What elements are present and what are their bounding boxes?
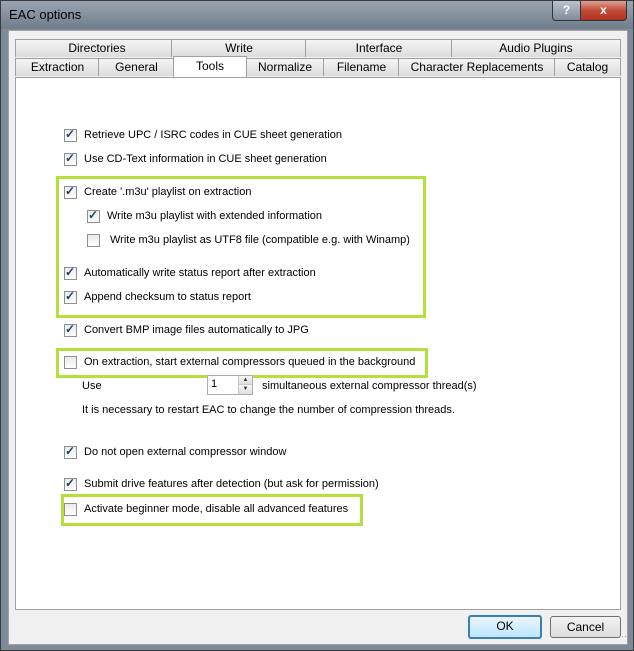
- checkbox[interactable]: [64, 153, 77, 166]
- tab-directories[interactable]: Directories: [15, 39, 179, 57]
- option-label: Use CD-Text information in CUE sheet generation: [84, 153, 327, 165]
- title-bar[interactable]: [1, 1, 633, 29]
- tab-catalog[interactable]: Catalog: [554, 58, 621, 76]
- threads-suffix-label: simultaneous external compressor thread(s): [262, 380, 477, 392]
- spin-up-arrow-icon[interactable]: ▲: [239, 376, 252, 385]
- option-no-compressor-window[interactable]: [64, 444, 286, 460]
- resize-grip-icon[interactable]: ⋯: [618, 631, 625, 641]
- tab-interface[interactable]: Interface: [305, 39, 453, 57]
- option-label: Write m3u playlist as UTF8 file (compatible e.g. with Winamp): [110, 234, 410, 246]
- checkbox[interactable]: [64, 129, 77, 142]
- option-label: Convert BMP image files automatically to JPG: [84, 324, 309, 336]
- ok-button[interactable]: OK: [468, 615, 542, 639]
- tab-normalize[interactable]: Normalize: [245, 58, 325, 76]
- option-m3u-utf8[interactable]: [87, 232, 410, 248]
- checkbox[interactable]: [64, 356, 77, 369]
- threads-spinbox[interactable]: [207, 375, 253, 395]
- threads-restart-note: It is necessary to restart EAC to change the number of compression threads.: [82, 404, 455, 416]
- threads-use-label: Use: [82, 380, 102, 392]
- option-label: Submit drive features after detection (but ask for permission): [84, 478, 379, 490]
- tab-character-replacements[interactable]: Character Replacements: [398, 58, 556, 76]
- close-icon: x: [600, 3, 607, 17]
- option-label: Automatically write status report after extraction: [84, 267, 316, 279]
- option-queue-compressors[interactable]: [64, 354, 415, 370]
- checkbox[interactable]: [87, 210, 100, 223]
- tab-extraction[interactable]: Extraction: [15, 58, 100, 76]
- tab-filename[interactable]: Filename: [323, 58, 400, 76]
- tab-tools[interactable]: Tools: [173, 56, 247, 77]
- close-button[interactable]: [580, 1, 627, 21]
- checkbox[interactable]: [64, 478, 77, 491]
- option-retrieve-upc-isrc[interactable]: [64, 127, 342, 143]
- checkbox[interactable]: [64, 446, 77, 459]
- spin-buttons: [238, 376, 252, 394]
- option-submit-drive-features[interactable]: [64, 476, 379, 492]
- option-append-checksum[interactable]: [64, 289, 251, 305]
- option-label: Create '.m3u' playlist on extraction: [84, 186, 252, 198]
- tab-row-back: [9, 39, 627, 58]
- option-label: Do not open external compressor window: [84, 446, 287, 458]
- threads-value[interactable]: 1: [211, 378, 218, 390]
- checkbox[interactable]: [64, 324, 77, 337]
- help-icon: ?: [562, 3, 571, 17]
- checkbox[interactable]: [64, 503, 77, 516]
- tab-audio-plugins[interactable]: Audio Plugins: [451, 39, 621, 57]
- option-use-cd-text[interactable]: [64, 151, 327, 167]
- option-auto-status-report[interactable]: [64, 265, 316, 281]
- option-label: Append checksum to status report: [84, 291, 251, 303]
- tab-write[interactable]: Write: [171, 39, 307, 57]
- help-button[interactable]: [552, 1, 581, 21]
- option-create-m3u-playlist[interactable]: [64, 184, 251, 200]
- option-label: Retrieve UPC / ISRC codes in CUE sheet generation: [84, 129, 343, 141]
- checkbox[interactable]: [64, 186, 77, 199]
- option-convert-bmp-jpg[interactable]: [64, 322, 309, 338]
- checkbox[interactable]: [87, 234, 100, 247]
- spin-down-arrow-icon[interactable]: ▼: [239, 385, 252, 394]
- option-label: On extraction, start external compressors queued in the background: [84, 356, 416, 368]
- window-title: EAC options: [9, 7, 82, 22]
- checkbox[interactable]: [64, 267, 77, 280]
- tools-tab-page: [15, 77, 621, 610]
- dialog-client: [8, 30, 628, 645]
- checkbox[interactable]: [64, 291, 77, 304]
- tab-row-front: [9, 58, 627, 77]
- option-m3u-extended-info[interactable]: [87, 208, 322, 224]
- option-beginner-mode[interactable]: [64, 501, 348, 517]
- cancel-button[interactable]: Cancel: [550, 616, 621, 638]
- tab-general[interactable]: General: [98, 58, 175, 76]
- option-label: Write m3u playlist with extended information: [107, 210, 323, 222]
- option-label: Activate beginner mode, disable all advanced features: [84, 503, 349, 515]
